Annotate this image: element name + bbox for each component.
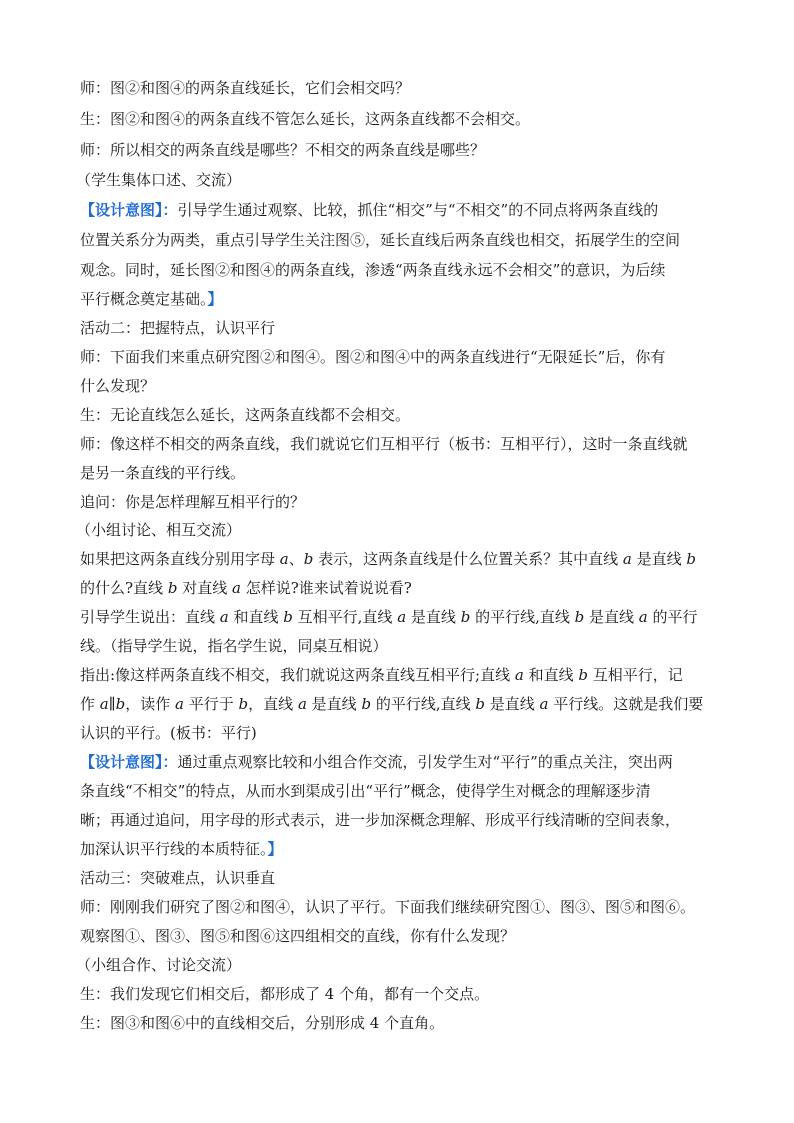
text-line: 认识的平行。(板书：平行) [80,724,257,742]
text-line: 条直线“不相交”的特点，从而水到渠成引出“平行”概念，使得学生对概念的理解逐步清 [80,782,651,800]
design-intent-1-end [80,289,740,309]
text-line: （小组讨论、相互交流） [76,521,242,539]
text-line: 师：所以相交的两条直线是哪些？不相交的两条直线是哪些？ [80,141,486,159]
text-line: 生：图②和图④的两条直线不管怎么延长，这两条直线都不会相交。 [80,110,531,128]
text-line: 师：下面我们来重点研究图②和图④。图②和图④中的两条直线进行“无限延长”后，你有 [80,348,666,366]
design-intent-1 [80,200,740,220]
activity-3-heading: 活动三：突破难点，认识垂直 [80,869,276,887]
text-line: 什么发现？ [80,377,156,395]
text-line: 的什么?直线 b 对直线 a 怎样说?谁来试着说说看? [80,579,412,597]
text-line: 引导学生说出：直线 a 和直线 b 互相平行,直线 a 是直线 b 的平行线,直线 b 是直线 a 的平行 [80,608,698,626]
text-line: 师：像这样不相交的两条直线，我们就说它们互相平行（板书：互相平行），这时一条直线就 [80,435,688,453]
text-line: 作 a∥b，读作 a 平行于 b，直线 a 是直线 b 的平行线,直线 b 是直线 a 平行线。这就是我们要 [80,695,704,713]
text-line: （学生集体口述、交流） [76,171,242,189]
design-intent-text: 引导学生通过观察、比较，抓住“相交”与“不相交”的不同点将两条直线的 [177,201,659,219]
text-line: 晰；再通过追问，用字母的形式表示，进一步加深概念理解、形成平行线清晰的空间表象， [80,811,681,829]
design-intent-text: 通过重点观察比较和小组合作交流，引发学生对“平行”的重点关注，突出两 [177,753,673,771]
text-line: 追问：你是怎样理解互相平行的？ [80,493,306,511]
text-line: 师：图②和图④的两条直线延长，它们会相交吗？ [80,79,411,97]
text-line: （小组合作、讨论交流） [76,956,242,974]
text-line: 观念。同时，延长图②和图④的两条直线，渗透“两条直线永远不会相交”的意识，为后续 [80,261,666,279]
text-line: 观察图①、图③、图⑤和图⑥这四组相交的直线，你有什么发现？ [80,927,516,945]
design-intent-2-end [80,839,740,859]
text-line: 生：我们发现它们相交后，都形成了 4 个角，都有一个交点。 [80,985,490,1003]
design-intent-tag: 【设计意图】： [80,753,178,771]
text-line: 生：图③和图⑥中的直线相交后，分别形成 4 个直角。 [80,1014,445,1032]
text-line: 线。（指导学生说，指名学生说，同桌互相说） [80,637,388,655]
design-intent-text: 加深认识平行线的本质特征。 [80,840,268,858]
design-intent-close: 】 [207,290,223,308]
design-intent-close: 】 [267,840,283,858]
design-intent-text: 平行概念奠定基础。 [80,290,208,308]
text-line: 师：刚刚我们研究了图②和图④，认识了平行。下面我们继续研究图①、图③、图⑤和图⑥。 [80,898,696,916]
text-line: 指出:像这样两条直线不相交，我们就说这两条直线互相平行;直线 a 和直线 b 互相平行，记 [80,666,683,684]
text-line: 位置关系分为两类，重点引导学生关注图⑤，延长直线后两条直线也相交，拓展学生的空间 [80,231,681,249]
activity-2-heading: 活动二：把握特点，认识平行 [80,319,276,337]
text-line: 生：无论直线怎么延长，这两条直线都不会相交。 [80,406,411,424]
design-intent-tag: 【设计意图】： [80,201,178,219]
text-line: 是另一条直线的平行线。 [80,464,246,482]
design-intent-2 [80,752,740,772]
text-line: 如果把这两条直线分别用字母 a、b 表示，这两条直线是什么位置关系？其中直线 a 是直线 b [80,550,697,568]
